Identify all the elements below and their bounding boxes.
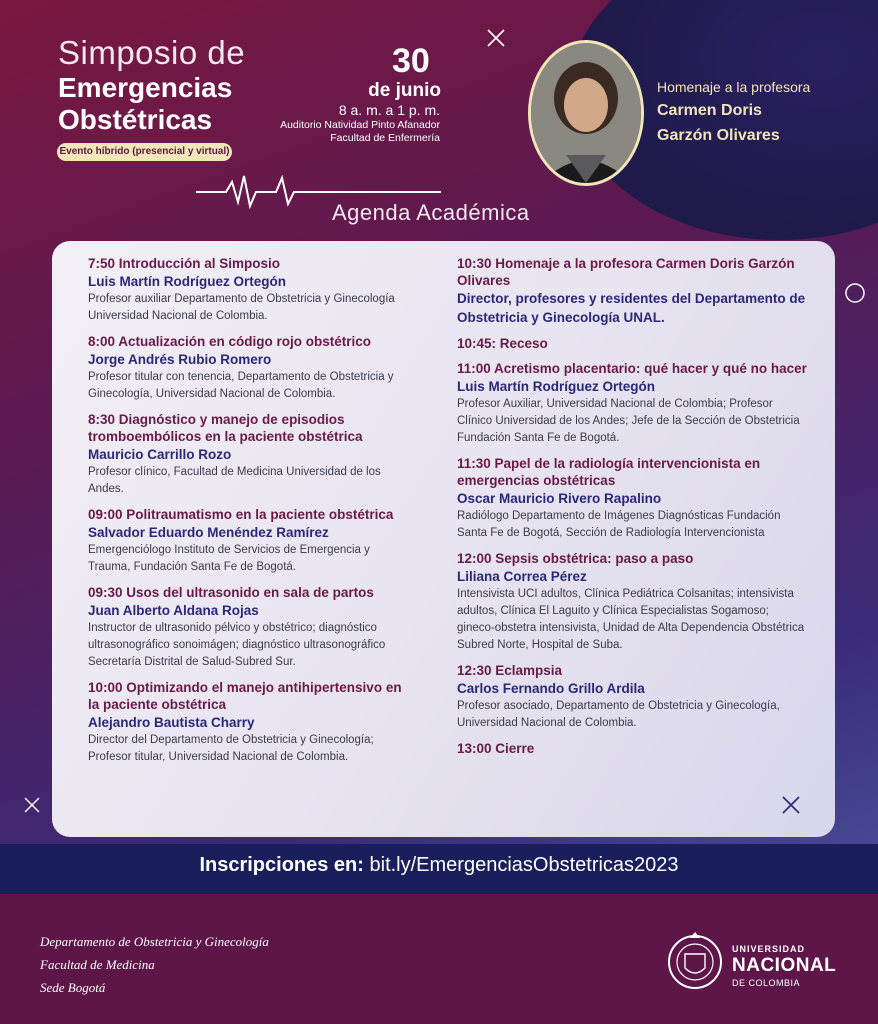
agenda-item bbox=[457, 360, 807, 447]
agenda-item-speaker: Mauricio Carrillo Rozo bbox=[88, 447, 232, 462]
agenda-item-description: Director del Departamento de Obstetricia y Ginecología; Profesor titular, Universidad Nacional de Colombia. bbox=[88, 734, 374, 763]
agenda-item bbox=[88, 255, 413, 325]
registration-text bbox=[199, 854, 678, 877]
agenda-item bbox=[88, 679, 413, 766]
event-title-line1: Simposio de bbox=[58, 34, 246, 71]
agenda-item-speaker: Alejandro Bautista Charry bbox=[88, 715, 255, 730]
agenda-item bbox=[457, 455, 807, 542]
agenda-item-description: Emergenciólogo Instituto de Servicios de Emergencia y Trauma, Fundación Santa Fe de Bogotá. bbox=[88, 544, 370, 573]
agenda-item bbox=[457, 740, 807, 757]
venue-line2: Facultad de Enfermería bbox=[330, 132, 440, 144]
registration-link[interactable]: bit.ly/EmergenciasObstetricas2023 bbox=[369, 854, 679, 876]
agenda-column-right bbox=[457, 255, 807, 765]
sparkle-icon bbox=[22, 795, 42, 815]
agenda-item bbox=[457, 550, 807, 654]
agenda-item-description: Intensivista UCI adultos, Clínica Pediátrica Colsanitas; intensivista adultos, Clínica El Laguito y Clínica Especialistas Sogamoso; gineco-obstetra intensivista, Unidad de Alta Dependencia Obstétrica Subred Norte, Hospital de Suba. bbox=[457, 588, 805, 651]
agenda-item-title: 09:00 Politraumatismo en la paciente obstétrica bbox=[88, 507, 394, 522]
registration-bar bbox=[0, 844, 878, 894]
registration-label: Inscripciones en: bbox=[199, 854, 364, 876]
agenda-item bbox=[457, 335, 807, 352]
footer-faculty: Facultad de Medicina bbox=[40, 957, 155, 972]
agenda-item-title: 8:00 Actualización en código rojo obstétrico bbox=[88, 334, 372, 349]
agenda-item-speaker: Luis Martín Rodríguez Ortegón bbox=[457, 379, 655, 394]
agenda-item-title: 13:00 Cierre bbox=[457, 741, 535, 756]
agenda-item-title: 12:30 Eclampsia bbox=[457, 663, 563, 678]
agenda-item-speaker: Director, profesores y residentes del Departamento de Obstetricia y Ginecología UNAL. bbox=[457, 291, 806, 325]
portrait-photo bbox=[528, 40, 644, 186]
agenda-item-description: Radiólogo Departamento de Imágenes Diagnósticas Fundación Santa Fe de Bogotá, Sección de Radiología Intervencionista bbox=[457, 510, 781, 539]
agenda-item bbox=[88, 411, 413, 498]
sparkle-icon bbox=[486, 28, 506, 48]
agenda-title: Agenda Académica bbox=[332, 200, 530, 225]
agenda-item-speaker: Carlos Fernando Grillo Ardila bbox=[457, 681, 645, 696]
footer-campus: Sede Bogotá bbox=[40, 980, 106, 995]
agenda-item-speaker: Salvador Eduardo Menéndez Ramírez bbox=[88, 525, 329, 540]
footer-department: Departamento de Obstetricia y Ginecología bbox=[40, 934, 269, 949]
date-day: 30 bbox=[392, 42, 430, 80]
hybrid-badge: Evento híbrido (presencial y virtual) bbox=[57, 143, 232, 161]
date-month: de junio bbox=[368, 80, 441, 101]
agenda-item bbox=[88, 333, 413, 403]
agenda-item-speaker: Oscar Mauricio Rivero Rapalino bbox=[457, 491, 662, 506]
agenda-item bbox=[88, 506, 413, 576]
agenda-item-speaker: Liliana Correa Pérez bbox=[457, 569, 587, 584]
agenda-item-title: 12:00 Sepsis obstétrica: paso a paso bbox=[457, 551, 694, 566]
agenda-item-title: 11:30 Papel de la radiología intervencionista en emergencias obstétricas bbox=[457, 456, 761, 488]
event-title-line3: Obstétricas bbox=[58, 104, 213, 135]
agenda-item-description: Instructor de ultrasonido pélvico y obstétrico; diagnóstico ultrasonográfico sonoimágen; diagnóstico ultrasonográfico Secretaría Distrital de Salud-Subred Sur. bbox=[88, 622, 386, 668]
agenda-item-speaker: Jorge Andrés Rubio Romero bbox=[88, 352, 272, 367]
agenda-item-title: 7:50 Introducción al Simposio bbox=[88, 256, 281, 271]
venue-line1: Auditorio Natividad Pinto Afanador bbox=[280, 119, 440, 131]
tribute-name-line1: Carmen Doris bbox=[657, 102, 762, 119]
tribute-line1: Homenaje a la profesora bbox=[657, 79, 811, 95]
agenda-item bbox=[457, 255, 807, 327]
tribute-name-line2: Garzón Olivares bbox=[657, 127, 780, 144]
university-name-line1: UNIVERSIDAD bbox=[732, 944, 806, 954]
agenda-item-title: 11:00 Acretismo placentario: qué hacer y qué no hacer bbox=[457, 361, 807, 376]
agenda-item bbox=[88, 584, 413, 671]
agenda-item-speaker: Juan Alberto Aldana Rojas bbox=[88, 603, 259, 618]
agenda-item-description: Profesor asociado, Departamento de Obstetricia y Ginecología, Universidad Nacional de Colombia. bbox=[457, 700, 780, 729]
agenda-item-title: 09:30 Usos del ultrasonido en sala de partos bbox=[88, 585, 374, 600]
agenda-item-description: Profesor titular con tenencia, Departamento de Obstetricia y Ginecología, Universidad Nacional de Colombia. bbox=[88, 371, 394, 400]
agenda-panel bbox=[52, 241, 835, 837]
agenda-item-title: 10:30 Homenaje a la profesora Carmen Doris Garzón Olivares bbox=[457, 256, 795, 288]
agenda-item-description: Profesor auxiliar Departamento de Obstetricia y Ginecología Universidad Nacional de Colombia. bbox=[88, 293, 395, 322]
portrait-illustration bbox=[531, 43, 641, 183]
agenda-item-description: Profesor clínico, Facultad de Medicina Universidad de los Andes. bbox=[88, 466, 381, 495]
agenda-item-speaker: Luis Martín Rodríguez Ortegón bbox=[88, 274, 286, 289]
agenda-item-title: 8:30 Diagnóstico y manejo de episodios tromboembólicos en la paciente obstétrica bbox=[88, 412, 363, 444]
university-seal-icon bbox=[666, 924, 724, 1000]
agenda-item-description: Profesor Auxiliar, Universidad Nacional de Colombia; Profesor Clínico Universidad de los Andes; Jefe de la Sección de Obstetricia Fundación Santa Fe de Bogotá. bbox=[457, 398, 800, 444]
circle-ornament-icon bbox=[844, 282, 866, 304]
agenda-column-left bbox=[88, 255, 413, 774]
sparkle-icon bbox=[780, 794, 802, 816]
agenda-item-title: 10:45: Receso bbox=[457, 336, 548, 351]
university-name-line2: NACIONAL bbox=[732, 955, 837, 976]
event-title-line2: Emergencias bbox=[58, 72, 233, 103]
agenda-item bbox=[457, 662, 807, 732]
university-name-line3: DE COLOMBIA bbox=[732, 978, 801, 988]
event-time: 8 a. m. a 1 p. m. bbox=[338, 102, 440, 118]
agenda-item-title: 10:00 Optimizando el manejo antihipertensivo en la paciente obstétrica bbox=[88, 680, 402, 712]
